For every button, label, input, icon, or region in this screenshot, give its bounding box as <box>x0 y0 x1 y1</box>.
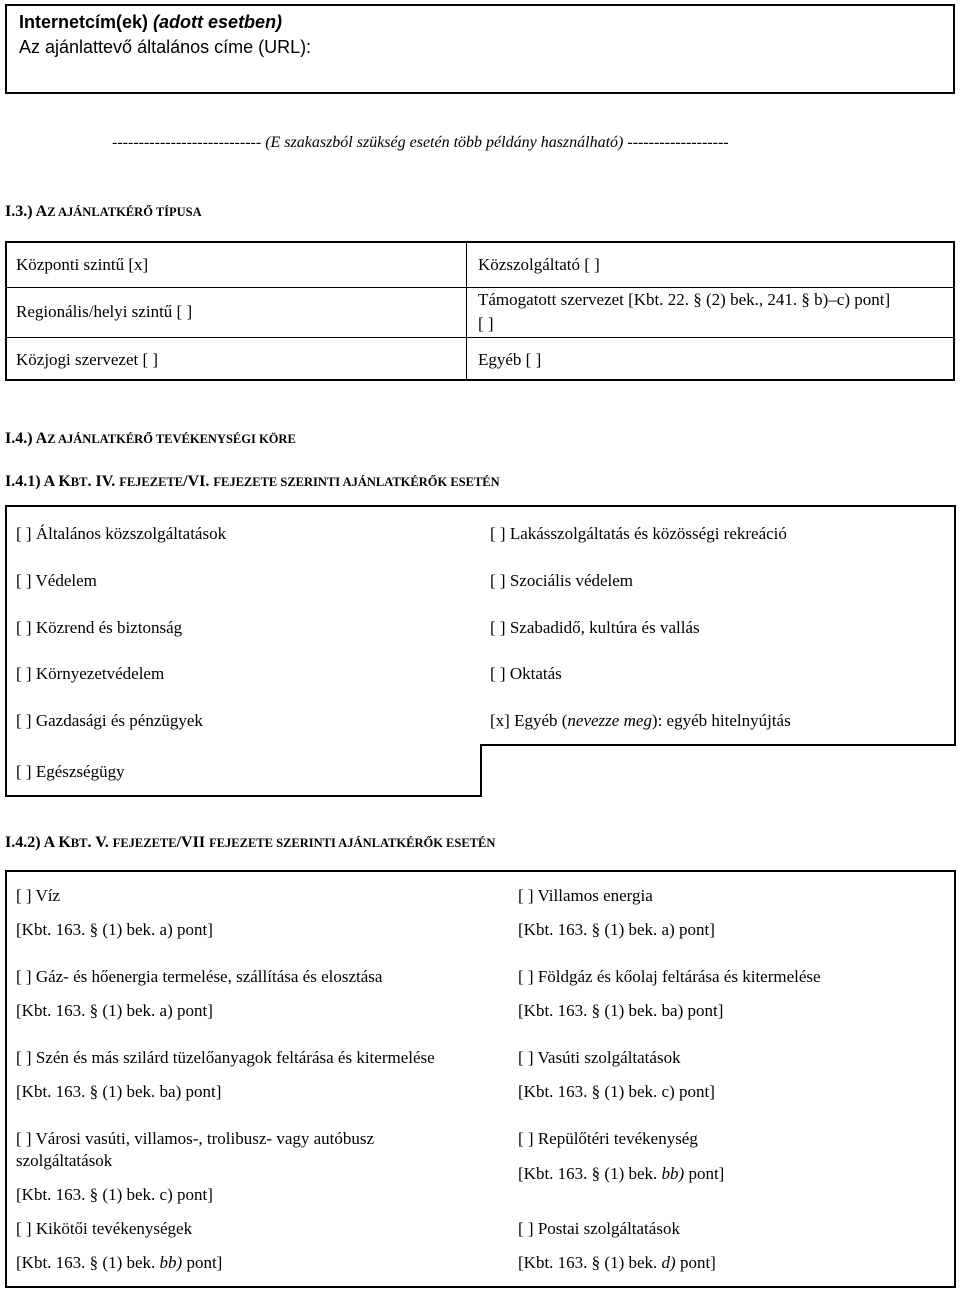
activity-general-public-services[interactable]: [ ] Általános közszolgáltatások <box>16 524 227 543</box>
section-i41-heading <box>5 473 500 491</box>
utility-port[interactable]: [ ] Kikötői tevékenységek <box>16 1219 193 1238</box>
section-i42-kbt: BT <box>70 836 88 850</box>
internet-subtitle: Az ajánlattevő általános címe (URL): <box>19 37 312 57</box>
separator-note: ---------------------------- (E szakaszból szükség esetén több példány használható) ------------------- <box>112 134 729 151</box>
section-i3-title: Z AJÁNLATKÉRŐ TÍPUSA <box>47 205 202 219</box>
section-i42-ch2: /VII <box>176 834 210 851</box>
section-i3-num: I.3.) A <box>5 203 48 220</box>
utility-gas-heat-ref: [Kbt. 163. § (1) bek. a) pont] <box>16 1001 213 1020</box>
activity-education[interactable]: [ ] Oktatás <box>490 664 562 683</box>
utility-electricity-ref: [Kbt. 163. § (1) bek. a) pont] <box>518 920 715 939</box>
section-i41-ch2: /VI. <box>183 473 214 490</box>
section-i41-ch: . IV. <box>87 473 120 490</box>
utility-railway[interactable]: [ ] Vasúti szolgáltatások <box>518 1048 681 1067</box>
section-i42-heading <box>5 834 495 852</box>
utility-postal-ref-italic: d) <box>661 1253 676 1272</box>
utility-coal-ref: [Kbt. 163. § (1) bek. ba) pont] <box>16 1082 222 1101</box>
utility-postal-ref-suffix: pont] <box>675 1253 716 1272</box>
utility-coal[interactable]: [ ] Szén és más szilárd tüzelőanyagok feltárása és kitermelése <box>16 1048 435 1067</box>
utility-airport[interactable]: [ ] Repülőtéri tevékenység <box>518 1129 698 1148</box>
utility-urban-transport-ref: [Kbt. 163. § (1) bek. c) pont] <box>16 1185 213 1204</box>
utility-railway-ref: [Kbt. 163. § (1) bek. c) pont] <box>518 1082 715 1101</box>
section-i42-ch: . V. <box>87 834 113 851</box>
utility-port-ref-italic: bb) <box>159 1253 183 1272</box>
activity-box-border <box>480 744 956 746</box>
utility-urban-transport[interactable]: [ ] Városi vasúti, villamos-, trolibusz- vagy autóbusz szolgáltatások <box>16 1129 375 1170</box>
utility-airport-ref-italic: bb) <box>661 1164 685 1183</box>
type-supported-org-checkbox[interactable]: [ ] <box>478 314 494 333</box>
section-i42-title: FEJEZETE SZERINTI AJÁNLATKÉRŐK ESETÉN <box>209 836 496 850</box>
activity-social-protection[interactable]: [ ] Szociális védelem <box>490 571 634 590</box>
utility-gas-heat[interactable]: [ ] Gáz- és hőenergia termelése, szállítása és elosztása <box>16 967 383 986</box>
utility-airport-ref <box>518 1164 724 1184</box>
utility-airport-ref-prefix: [Kbt. 163. § (1) bek. <box>518 1164 662 1183</box>
activity-environment[interactable]: [ ] Környezetvédelem <box>16 664 165 683</box>
utility-port-ref-suffix: pont] <box>182 1253 223 1272</box>
activity-other-italic: nevezze meg <box>567 711 652 730</box>
utility-postal[interactable]: [ ] Postai szolgáltatások <box>518 1219 680 1238</box>
activity-economic-financial[interactable]: [ ] Gazdasági és pénzügyek <box>16 711 203 730</box>
utility-oil-gas[interactable]: [ ] Földgáz és kőolaj feltárása és kitermelése <box>518 967 821 986</box>
table-divider <box>6 287 954 288</box>
activity-box-border <box>5 505 956 507</box>
internet-title-italic: (adott esetben) <box>148 12 283 32</box>
section-i41-num: I.4.1) A K <box>5 473 71 490</box>
utility-postal-ref <box>518 1253 716 1273</box>
activity-other[interactable] <box>490 711 791 731</box>
activity-housing[interactable]: [ ] Lakásszolgáltatás és közösségi rekreáció <box>490 524 787 543</box>
utility-port-ref-prefix: [Kbt. 163. § (1) bek. <box>16 1253 160 1272</box>
type-other[interactable]: Egyéb [ ] <box>478 350 542 369</box>
utility-water[interactable]: [ ] Víz <box>16 886 61 905</box>
section-i41-kbt: BT <box>70 475 88 489</box>
section-i4-num: I.4.) A <box>5 430 48 447</box>
type-supported-org[interactable]: Támogatott szervezet [Kbt. 22. § (2) bek., 241. § b)–c) pont] <box>478 290 891 309</box>
utility-airport-ref-suffix: pont] <box>684 1164 725 1183</box>
section-i3-heading <box>5 203 202 221</box>
utility-electricity[interactable]: [ ] Villamos energia <box>518 886 653 905</box>
activity-defence[interactable]: [ ] Védelem <box>16 571 97 590</box>
activity-box-border <box>5 795 482 797</box>
section-i41-fej: FEJEZETE <box>119 475 184 489</box>
section-i4-heading <box>5 430 296 448</box>
utility-oil-gas-ref: [Kbt. 163. § (1) bek. ba) pont] <box>518 1001 724 1020</box>
section-i41-title: FEJEZETE SZERINTI AJÁNLATKÉRŐK ESETÉN <box>213 475 500 489</box>
activity-other-prefix: [x] Egyéb ( <box>490 711 568 730</box>
internet-title <box>19 12 282 33</box>
activity-recreation-culture[interactable]: [ ] Szabadidő, kultúra és vallás <box>490 618 700 637</box>
activity-other-suffix: ): egyéb hitelnyújtás <box>651 711 791 730</box>
utility-postal-ref-prefix: [Kbt. 163. § (1) bek. <box>518 1253 662 1272</box>
activity-box-border <box>5 505 7 797</box>
type-regional-local[interactable]: Regionális/helyi szintű [ ] <box>16 302 193 321</box>
table-divider <box>466 242 467 380</box>
section-i42-fej: FEJEZETE <box>112 836 177 850</box>
utility-port-ref <box>16 1253 222 1273</box>
table-divider <box>6 337 954 338</box>
section-i4-title: Z AJÁNLATKÉRŐ TEVÉKENYSÉGI KÖRE <box>47 432 296 446</box>
type-public-law-body[interactable]: Közjogi szervezet [ ] <box>16 350 159 369</box>
section-i42-num: I.4.2) A K <box>5 834 71 851</box>
utility-water-ref: [Kbt. 163. § (1) bek. a) pont] <box>16 920 213 939</box>
type-central-level[interactable]: Központi szintű [x] <box>16 255 149 274</box>
internet-title-main: Internetcím(ek) <box>19 12 149 32</box>
activity-health[interactable]: [ ] Egészségügy <box>16 762 125 781</box>
type-public-service[interactable]: Közszolgáltató [ ] <box>478 255 600 274</box>
activity-box-border <box>954 505 956 746</box>
activity-box-border <box>480 744 482 797</box>
activity-public-order[interactable]: [ ] Közrend és biztonság <box>16 618 183 637</box>
